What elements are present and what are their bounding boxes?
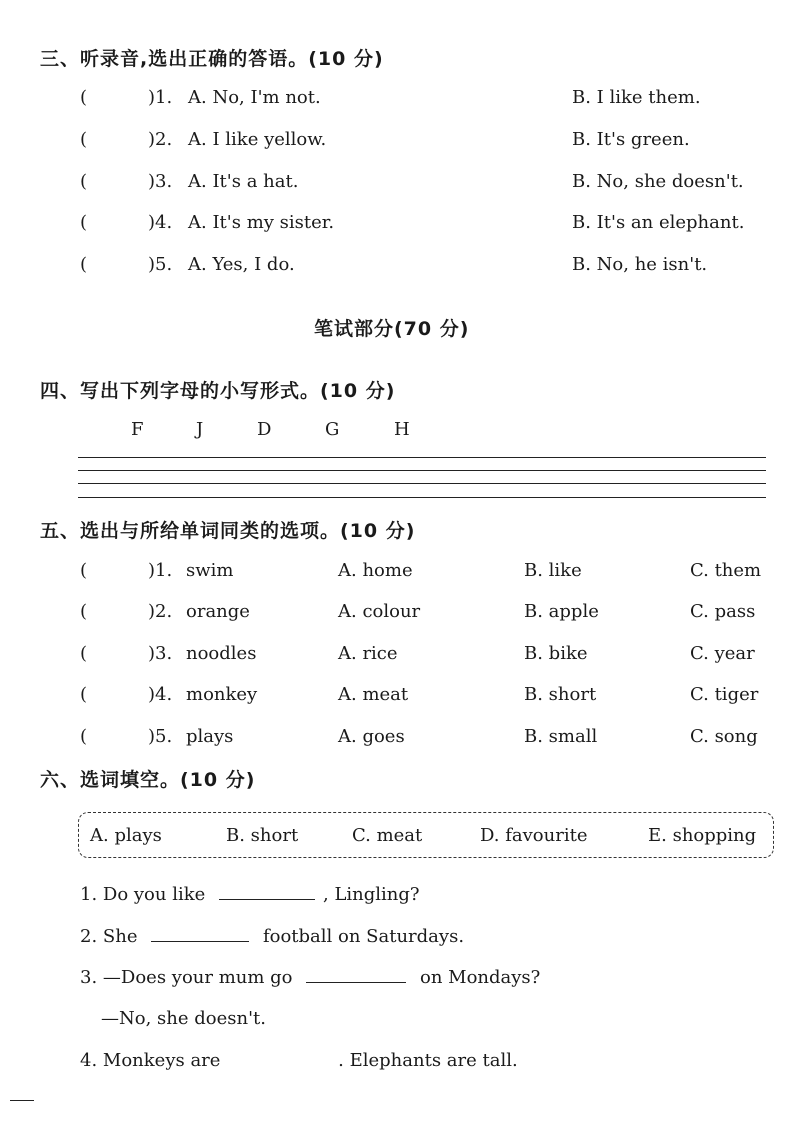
fill-question-2 [80,926,464,947]
letter: J [196,419,204,440]
letter: H [394,419,410,440]
answer-paren[interactable]: ( [80,560,88,581]
ruled-line [78,470,766,471]
option-b: B. It's green. [572,129,690,150]
option-b: B. bike [524,643,588,664]
option-a: A. I like yellow. [188,129,327,150]
option-c: C. them [690,560,762,581]
question-number: )1. [148,560,173,581]
question-text: 2. She [80,926,138,947]
option-b: B. No, he isn't. [572,254,708,275]
letter: D [257,419,272,440]
answer-blank[interactable] [219,899,315,900]
letter: G [325,419,340,440]
question-number: )2. [148,601,173,622]
word-option: B. short [226,825,299,846]
option-b: B. No, she doesn't. [572,171,744,192]
question-text: football on Saturdays. [262,926,465,947]
section-6-title: 六、选词填空。(10 分) [40,769,256,791]
option-a: A. meat [338,684,409,705]
option-c: C. song [690,726,758,747]
option-c: C. year [690,643,755,664]
option-a: A. It's a hat. [188,171,299,192]
word-option: C. meat [352,825,423,846]
given-word: noodles [186,643,257,664]
answer-blank[interactable] [230,1065,334,1066]
answer-paren[interactable]: ( [80,212,88,233]
written-part-heading: 笔试部分(70 分) [314,318,470,340]
option-a: A. rice [338,643,398,664]
fill-question-3 [80,967,540,988]
option-b: B. small [524,726,598,747]
question-text: 1. Do you like [80,884,206,905]
option-b: B. short [524,684,597,705]
question-number: )3. [148,171,173,192]
given-word: plays [186,726,234,747]
option-b: B. like [524,560,582,581]
option-b: B. It's an elephant. [572,212,745,233]
question-number: )1. [148,87,173,108]
question-text: , Lingling? [323,884,420,905]
option-c: C. pass [690,601,756,622]
question-text: on Mondays? [419,967,541,988]
question-text: 4. Monkeys are [80,1050,221,1071]
question-number: )3. [148,643,173,664]
answer-paren[interactable]: ( [80,129,88,150]
answer-blank[interactable] [151,941,249,942]
ruled-line [78,457,766,458]
option-c: C. tiger [690,684,759,705]
answer-paren[interactable]: ( [80,601,88,622]
option-a: A. Yes, I do. [188,254,295,275]
section-5-title: 五、选出与所给单词同类的选项。(10 分) [40,520,416,542]
given-word: swim [186,560,234,581]
word-option: D. favourite [480,825,588,846]
answer-paren[interactable]: ( [80,643,88,664]
question-number: )4. [148,212,173,233]
question-number: )2. [148,129,173,150]
question-text: . Elephants are tall. [338,1050,518,1071]
question-number: )5. [148,726,173,747]
ruled-line [78,497,766,498]
word-option: A. plays [90,825,162,846]
option-a: A. No, I'm not. [188,87,321,108]
option-b: B. I like them. [572,87,701,108]
fill-question-4 [80,1050,518,1071]
option-b: B. apple [524,601,599,622]
question-number: )5. [148,254,173,275]
option-a: A. goes [338,726,405,747]
given-word: orange [186,601,250,622]
section-3-title: 三、听录音,选出正确的答语。(10 分) [40,48,384,70]
letter: F [131,419,144,440]
option-a: A. home [338,560,413,581]
answer-paren[interactable]: ( [80,254,88,275]
section-4-title: 四、写出下列字母的小写形式。(10 分) [40,380,396,402]
question-number: )4. [148,684,173,705]
question-text: 3. —Does your mum go [80,967,293,988]
answer-paren[interactable]: ( [80,87,88,108]
answer-paren[interactable]: ( [80,171,88,192]
question-3-reply: —No, she doesn't. [101,1008,266,1029]
option-a: A. It's my sister. [188,212,335,233]
ruled-line [78,483,766,484]
page-footer-mark [10,1100,34,1101]
option-a: A. colour [338,601,421,622]
answer-blank[interactable] [306,982,406,983]
fill-question-1 [80,884,420,905]
word-option: E. shopping [648,825,757,846]
given-word: monkey [186,684,258,705]
answer-paren[interactable]: ( [80,726,88,747]
answer-paren[interactable]: ( [80,684,88,705]
